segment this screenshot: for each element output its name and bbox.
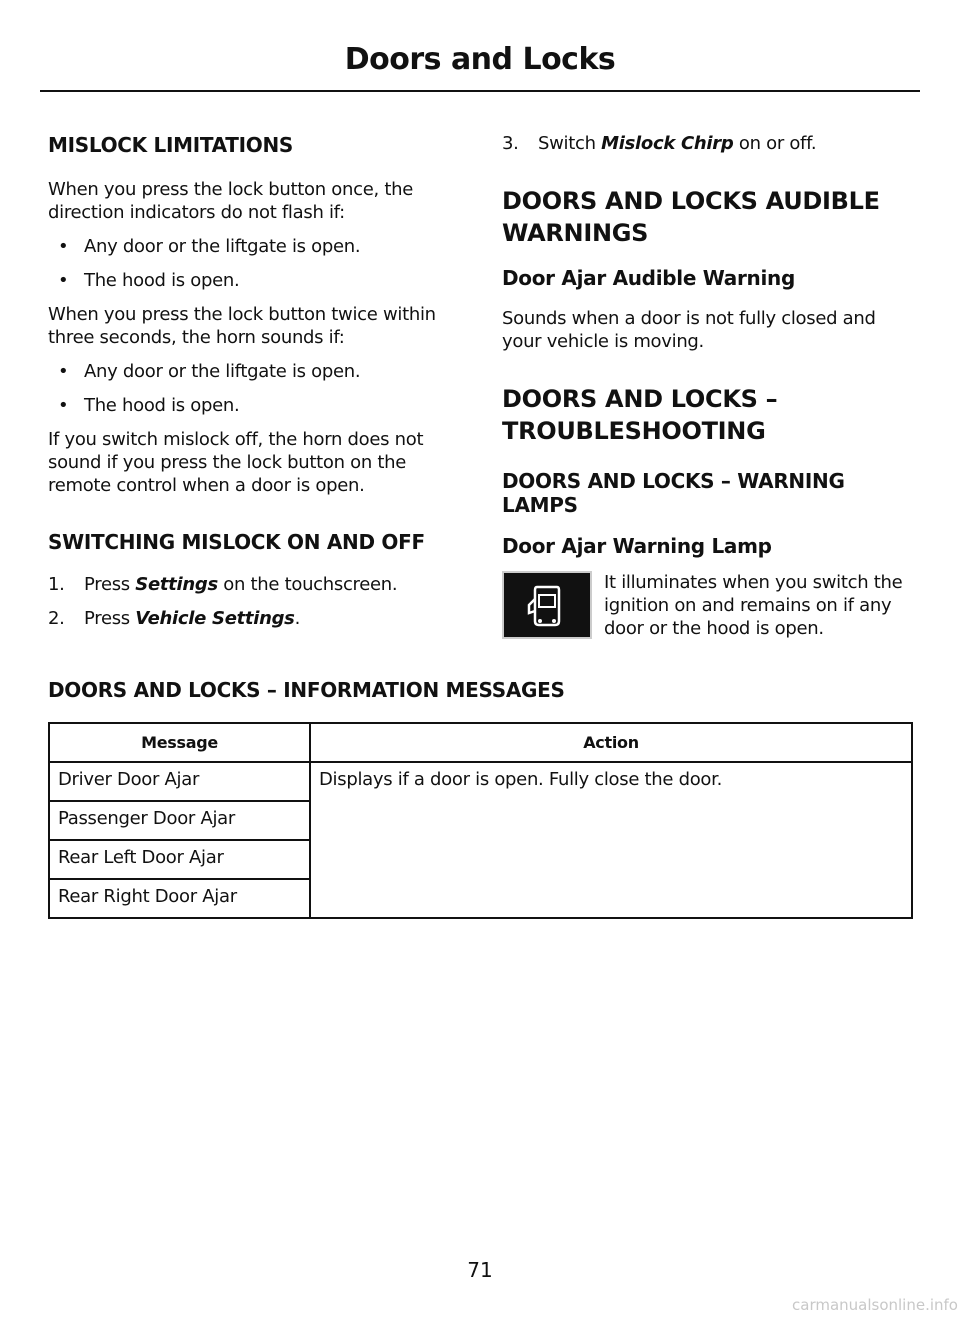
- table-row: [49, 762, 912, 801]
- step-emphasis: Vehicle Settings: [135, 608, 295, 629]
- information-messages-heading: DOORS AND LOCKS – INFORMATION MESSAGES: [48, 678, 565, 702]
- warning-lamps-heading: DOORS AND LOCKS – WARNING LAMPS: [502, 469, 845, 517]
- step-text-pre: Press: [84, 608, 136, 629]
- lamp-description: It illuminates when you switch the ignition on and remains on if any door or the hood is open.: [604, 572, 903, 639]
- mislock-note-text: If you switch mislock off, the horn does not sound if you press the lock button on the remote control when a door is open.: [48, 429, 424, 496]
- mislock-limitations-heading: MISLOCK LIMITATIONS: [48, 133, 293, 157]
- header-divider: [40, 90, 920, 92]
- heading-line: DOORS AND LOCKS –: [502, 385, 778, 413]
- list-item: [48, 360, 463, 383]
- page-header-title: Doors and Locks: [344, 42, 616, 77]
- step-text-pre: Switch: [538, 133, 602, 154]
- message-cell: Driver Door Ajar: [49, 762, 310, 801]
- watermark-text: carmanualsonline.info: [792, 1296, 958, 1314]
- step-text-post: on the touchscreen.: [217, 574, 398, 595]
- bullet-icon: •: [58, 270, 69, 291]
- door-ajar-audible-heading: Door Ajar Audible Warning: [502, 266, 796, 290]
- page-number: 71: [467, 1258, 493, 1282]
- column-header-message: Message: [49, 723, 310, 762]
- step-text-post: .: [294, 608, 301, 629]
- bullet-text: Any door or the liftgate is open.: [84, 236, 361, 257]
- list-item: [48, 269, 463, 292]
- door-ajar-lamp-icon: [502, 571, 592, 639]
- bullet-text: Any door or the liftgate is open.: [84, 361, 361, 382]
- step-emphasis: Settings: [135, 574, 218, 595]
- step-number: 2.: [48, 608, 65, 629]
- action-cell: Displays if a door is open. Fully close the door.: [310, 762, 912, 918]
- door-ajar-lamp-block: [502, 571, 917, 640]
- message-cell: Rear Left Door Ajar: [49, 840, 310, 879]
- switching-mislock-heading: SWITCHING MISLOCK ON AND OFF: [48, 530, 425, 554]
- table-header-row: [49, 723, 912, 762]
- step-number: 1.: [48, 574, 65, 595]
- watermark: [0, 1296, 960, 1314]
- step-emphasis: Mislock Chirp: [601, 133, 734, 154]
- information-messages-table: [48, 722, 913, 919]
- left-column: [48, 132, 463, 641]
- step-number: 3.: [502, 133, 519, 154]
- bullet-text: The hood is open.: [84, 395, 240, 416]
- bullet-icon: •: [58, 361, 69, 382]
- step-item: [48, 607, 463, 630]
- message-cell: Rear Right Door Ajar: [49, 879, 310, 918]
- door-ajar-lamp-heading: Door Ajar Warning Lamp: [502, 534, 772, 558]
- message-cell: Passenger Door Ajar: [49, 801, 310, 840]
- intro-twice-text: When you press the lock button twice within three seconds, the horn sounds if:: [48, 304, 436, 348]
- right-column: [502, 132, 917, 640]
- bullet-icon: •: [58, 236, 69, 257]
- step-text-pre: Press: [84, 574, 136, 595]
- step-text-post: on or off.: [733, 133, 817, 154]
- bullet-text: The hood is open.: [84, 270, 240, 291]
- intro-once-text: When you press the lock button once, the direction indicators do not flash if:: [48, 179, 413, 223]
- list-item: [48, 235, 463, 258]
- list-item: [48, 394, 463, 417]
- column-header-action: Action: [310, 723, 912, 762]
- heading-line: TROUBLESHOOTING: [502, 417, 766, 445]
- troubleshooting-heading: [502, 383, 917, 447]
- bullet-icon: •: [58, 395, 69, 416]
- heading-line: DOORS AND LOCKS AUDIBLE: [502, 187, 880, 215]
- step-item: [502, 132, 917, 155]
- heading-line: WARNINGS: [502, 219, 649, 247]
- audible-warnings-heading: [502, 185, 917, 249]
- audible-warning-text: Sounds when a door is not fully closed and your vehicle is moving.: [502, 308, 876, 352]
- step-item: [48, 573, 463, 596]
